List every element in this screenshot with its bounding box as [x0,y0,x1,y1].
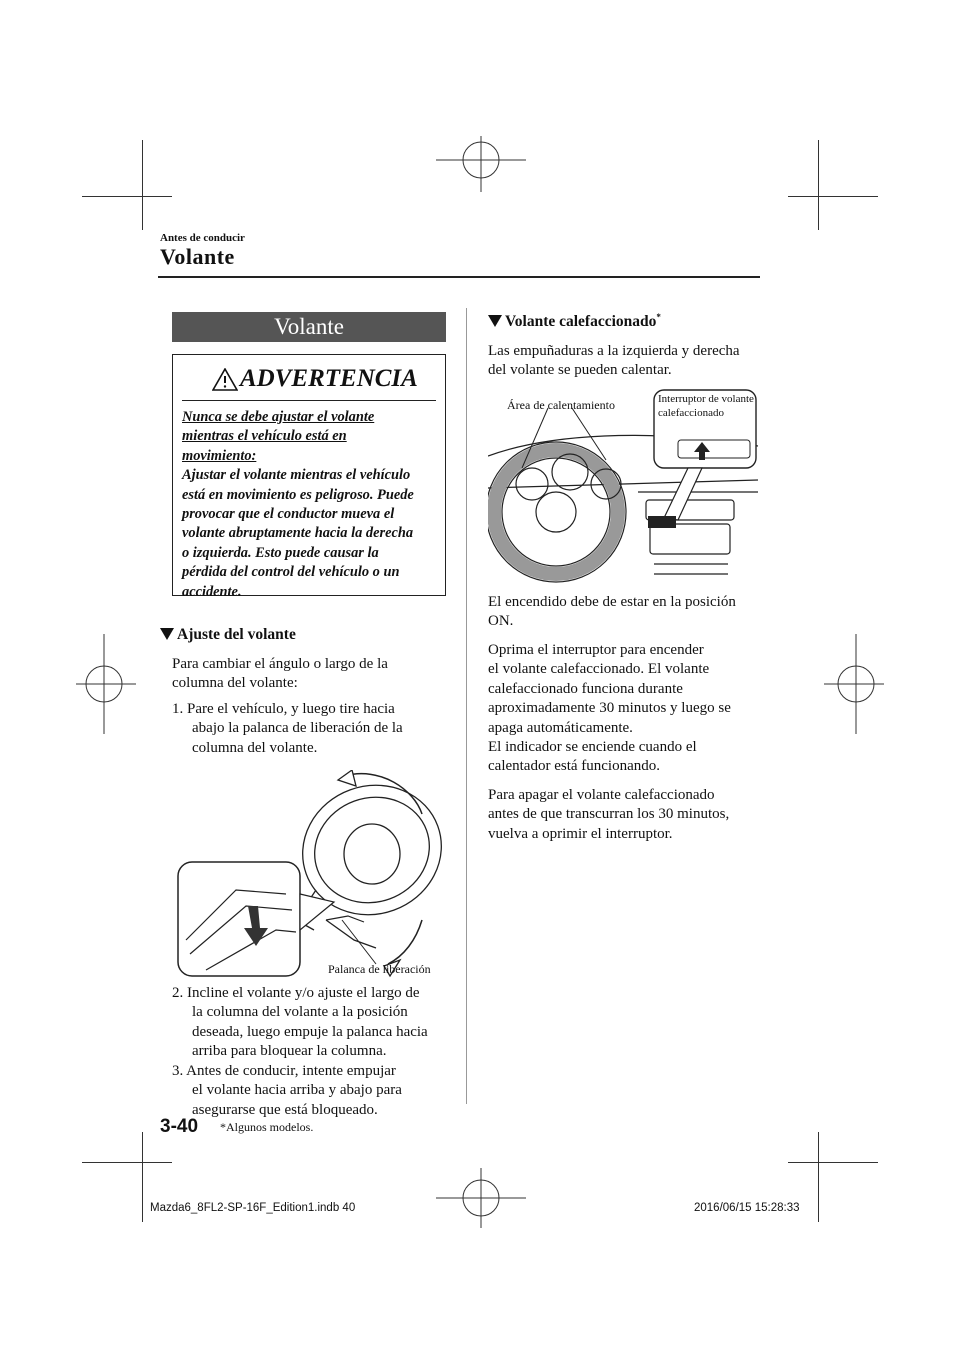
warning-line: pérdida del control del vehículo o un [182,564,400,581]
warning-line: volante abruptamente hacia la derecha [182,525,414,542]
text-line: deseada, luego empuje la palanca hacia [192,1023,428,1040]
figure-label-heating-area: Área de calentamiento [507,398,615,412]
warning-underlined-line: Nunca se debe ajustar el volante [182,409,375,425]
warning-title: ADVERTENCIA [240,365,418,392]
text-line: Para apagar el volante calefaccionado [488,787,715,803]
text-line: vuelva a oprimir el interruptor. [488,825,673,842]
print-slug-file: Mazda6_8FL2-SP-16F_Edition1.indb 40 [150,1202,356,1214]
section-heading-heated [488,312,661,331]
page-title: Volante [160,244,235,269]
section-heading-text: Volante calefaccionado [505,313,657,331]
footnote: *Algunos modelos. [220,1120,314,1134]
text-line: columna del volante. [192,739,318,756]
text-line: calefaccionado [658,407,724,419]
heated-paragraph-1 [488,593,778,632]
text-line: 1. Pare el vehículo, y luego tire hacia [172,701,395,717]
warning-text [182,408,440,602]
text-line: 3. Antes de conducir, intente empujar [172,1063,396,1079]
text-line: la columna del volante a la posición [192,1004,408,1021]
page-number: 3-40 [160,1116,199,1137]
warning-line: está en movimiento es peligroso. Puede [182,486,414,503]
figure-label-heater-switch [658,392,762,420]
intro-paragraph [172,655,452,694]
registration-target-right [824,634,884,734]
text-line: apaga automáticamente. [488,719,633,736]
warning-line: accidente. [182,583,242,600]
text-line: ON. [488,613,514,630]
step-3 [172,1062,462,1120]
section-breadcrumb: Antes de conducir [160,232,245,244]
triangle-bullet-icon [160,628,174,640]
text-line: Las empuñaduras a la izquierda y derecha [488,343,740,359]
section-heading-adjust [160,626,296,644]
warning-triangle-icon [212,368,238,391]
warning-line: provocar que el conductor mueva el [182,506,395,523]
warning-underlined-line: movimiento: [182,447,257,464]
text-line: aproximadamente 30 minutos y luego se [488,700,731,717]
heated-paragraph-3 [488,738,778,777]
figure-label-release-lever: Palanca de liberación [328,962,431,976]
section-heading-text: Ajuste del volante [177,626,296,643]
section-banner: Volante [172,312,446,342]
text-line: columna del volante: [172,675,298,692]
triangle-bullet-icon [488,315,502,327]
text-line: Interruptor de volante [658,393,754,405]
header-rule [158,276,760,278]
step-1 [172,700,462,758]
step-2 [172,984,462,1062]
text-line: arriba para bloquear la columna. [192,1043,387,1060]
text-line: antes de que transcurran los 30 minutos, [488,806,730,823]
warning-line: Ajustar el volante mientras el vehículo [182,467,411,484]
text-line: calefaccionado funciona durante [488,680,683,697]
warning-line: o izquierda. Esto puede causar la [182,544,379,561]
text-line: El indicador se enciende cuando el [488,739,697,755]
registration-target-top [436,136,526,192]
registration-target-left [76,634,136,734]
print-slug-date: 2016/06/15 15:28:33 [694,1202,800,1214]
steering-adjust-illustration [176,770,448,980]
text-line: del volante se pueden calentar. [488,362,672,379]
text-line: el volante hacia arriba y abajo para [192,1082,402,1099]
text-line: Oprima el interruptor para encender [488,642,704,658]
text-line: abajo la palanca de liberación de la [192,720,403,737]
text-line: calentador está funcionando. [488,758,661,775]
text-line: El encendido debe de estar en la posición [488,594,736,610]
warning-header [182,362,436,401]
heated-paragraph-2 [488,641,778,738]
text-line: el volante calefaccionado. El volante [488,661,710,678]
column-divider [466,308,467,1104]
text-line: 2. Incline el volante y/o ajuste el largo de [172,985,420,1001]
footnote-mark: * [656,312,661,322]
text-line: Para cambiar el ángulo o largo de la [172,656,388,672]
heated-intro [488,342,778,381]
text-line: asegurarse que está bloqueado. [192,1101,378,1118]
registration-target-bottom [436,1168,526,1228]
warning-underlined-line: mientras el vehículo está en [182,428,347,445]
heated-paragraph-4 [488,786,778,844]
